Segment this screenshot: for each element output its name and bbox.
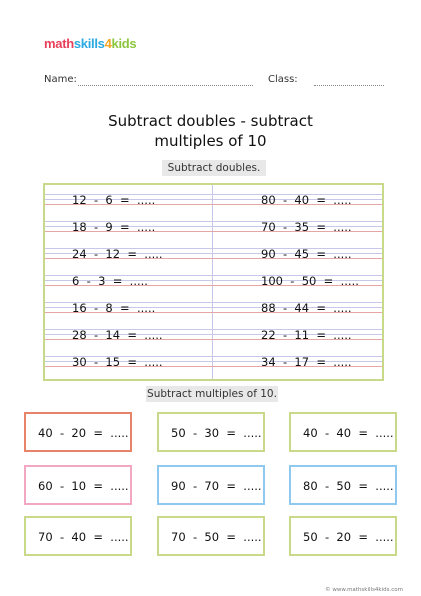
worksheet-title-line2: multiples of 10	[154, 132, 267, 150]
multiple-problem-text: 70 - 40 = .....	[38, 530, 129, 544]
problem-right-5: 88 - 44 = .....	[261, 301, 352, 315]
multiple-problem-text: 90 - 70 = .....	[171, 479, 262, 493]
multiple-problem-text: 50 - 30 = .....	[171, 426, 262, 440]
problem-right-7: 34 - 17 = .....	[261, 355, 352, 369]
problem-right-4: 100 - 50 = .....	[261, 274, 359, 288]
problem-right-1: 80 - 40 = .....	[261, 193, 352, 207]
section-subtract-multiples: Subtract multiples of 10.	[147, 388, 277, 400]
name-field[interactable]	[78, 85, 253, 86]
problem-left-4: 6 - 3 = .....	[72, 274, 148, 288]
multiple-problem-box	[289, 412, 397, 452]
name-label: Name:	[44, 74, 77, 85]
logo-part-math: math	[44, 36, 74, 51]
class-field[interactable]	[314, 85, 384, 86]
multiple-problem-box	[289, 516, 397, 556]
logo-part-4: 4	[104, 36, 112, 51]
multiple-problem-text: 50 - 20 = .....	[303, 530, 394, 544]
multiple-problem-box	[24, 516, 132, 556]
problem-left-5: 16 - 8 = .....	[72, 301, 156, 315]
problem-left-2: 18 - 9 = .....	[72, 220, 156, 234]
multiple-problem-box	[157, 412, 265, 452]
worksheet-title-line1: Subtract doubles - subtract	[108, 112, 313, 130]
multiple-problem-text: 60 - 10 = .....	[38, 479, 129, 493]
panel-divider	[212, 185, 213, 379]
multiple-problem-box	[289, 465, 397, 505]
logo-part-kids: kids	[111, 36, 137, 51]
problem-right-3: 90 - 45 = .....	[261, 247, 352, 261]
multiple-problem-text: 40 - 40 = .....	[303, 426, 394, 440]
problem-left-6: 28 - 14 = .....	[72, 328, 163, 342]
multiple-problem-text: 80 - 50 = .....	[303, 479, 394, 493]
logo-part-skills: skills	[73, 36, 105, 51]
multiple-problem-box	[24, 412, 132, 452]
section-subtract-doubles: Subtract doubles.	[162, 160, 266, 176]
multiple-problem-box	[157, 516, 265, 556]
problem-left-3: 24 - 12 = .....	[72, 247, 163, 261]
footer-copyright: © www.mathskills4kids.com	[325, 587, 403, 593]
site-logo	[44, 36, 136, 51]
multiple-problem-box	[24, 465, 132, 505]
class-label: Class:	[268, 74, 298, 85]
problem-left-7: 30 - 15 = .....	[72, 355, 163, 369]
multiple-problem-text: 40 - 20 = .....	[38, 426, 129, 440]
problem-left-1: 12 - 6 = .....	[72, 193, 156, 207]
problem-right-6: 22 - 11 = .....	[261, 328, 352, 342]
problem-right-2: 70 - 35 = .....	[261, 220, 352, 234]
multiple-problem-box	[157, 465, 265, 505]
multiple-problem-text: 70 - 50 = .....	[171, 530, 262, 544]
